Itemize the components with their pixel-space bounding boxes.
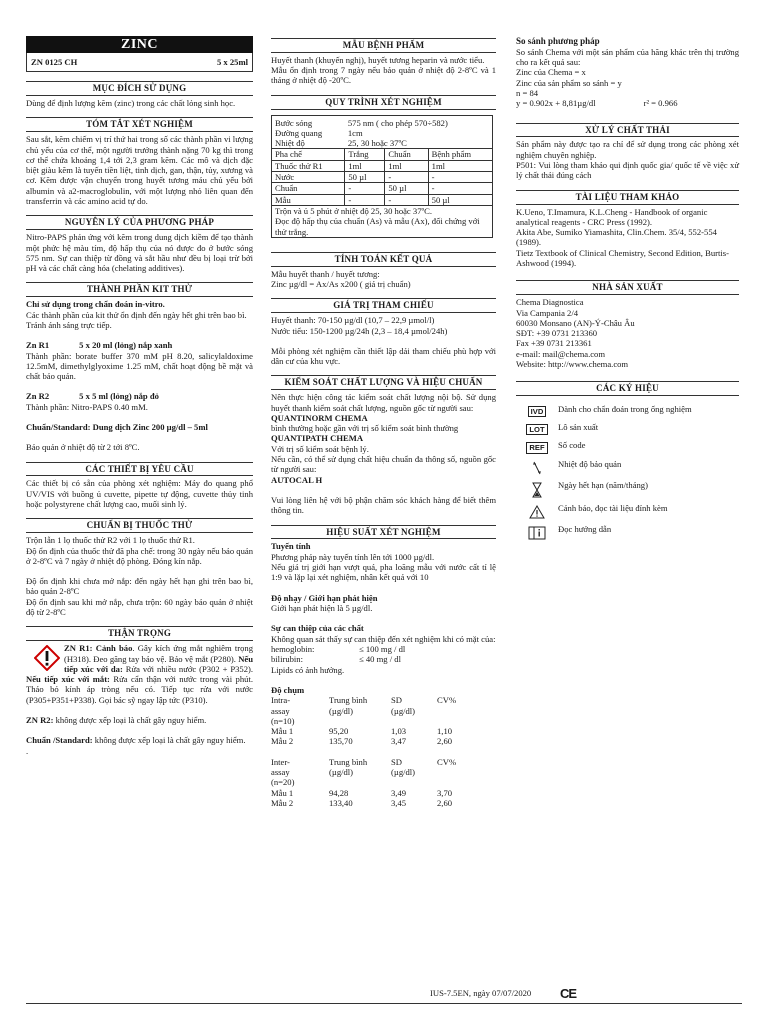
lot-icon: LOT <box>526 424 547 435</box>
section-heading-tom-tat: TÓM TẮT XÉT NGHIỆM <box>26 117 253 132</box>
chuan-bi-text-4: Độ ổn định sau khi mở nắp, chưa trộn: 60 ngày bảo quản ở nhiệt độ từ 2-8ºC <box>26 596 253 618</box>
section-heading-tai-lieu: TÀI LIỆU THAM KHẢO <box>516 190 739 205</box>
r1-composition: Thành phần: borate buffer 370 mM pH 8.20, salicylaldoxime 12.5mM, dimethylglyoxime 1.25 mM, chất hoạt động bề mặt và chất bảo quản. <box>26 350 253 382</box>
product-code: ZN 0125 CH <box>31 57 78 67</box>
r1-hazard-block: ZN R1: Cảnh báo. Gây kích ứng mắt nghiêm trọng (H318). Đeo găng tay bảo vệ. Bảo vệ mắt (P280). Nếu tiếp xúc với da: Rửa với nhiều nước (P302 + P352). Nếu tiếp xúc với mắt: Rửa cẩn thận với nước trong vài phút. Tháo bỏ kính áp tròng nếu có. Tiếp tục rửa với nước (P305+P351+P338). Gọi bác sỹ ngay lập tức (P310). <box>26 643 253 705</box>
ce-mark-icon: CE <box>560 986 577 1001</box>
tuyen-tinh-text-2: Nếu giá trị giới hạn vượt quá, pha loãng mẫu với nước cất tỉ lệ 1:9 và lặp lại xét nghiệm, nhân kết quả với 10 <box>271 562 496 583</box>
can-thiep-text: Không quan sát thấy sự can thiệp đến xét nghiệm khi có mặt của: <box>271 633 496 644</box>
tuyen-tinh-heading: Tuyến tính <box>271 541 311 552</box>
gia-tri-urine: Nước tiểu: 150-1200 µg/24h (2,3 – 18,4 µmol/24h) <box>271 325 448 336</box>
column-left <box>26 36 253 756</box>
table-row: Mẫu 1 94,28 3,49 3,70 <box>271 787 453 798</box>
procedure-grid-row: Chuẩn - 50 µl - <box>272 183 493 194</box>
symbol-row: Cảnh báo, đọc tài liệu đính kèm <box>516 503 739 519</box>
trailing-dot: . <box>26 745 29 756</box>
can-thiep-heading: Sự can thiệp của các chất <box>271 623 364 634</box>
chuan-bi-text-1: Trộn lẫn 1 lọ thuốc thử R2 với 1 lọ thuốc thử R1. <box>26 535 195 546</box>
procedure-grid-row: Mẫu - - 50 µl <box>272 194 493 205</box>
quantinorm-desc: bình thường hoặc gần với trị số kiểm soát bình thường <box>271 423 459 434</box>
xu-ly-text-1: Sản phẩm này được tạo ra chỉ để sử dụng trong các phòng xét nghiệm chuyên nghiệp. <box>516 139 739 160</box>
symbol-row: REF Số code <box>516 440 739 453</box>
section-heading-thiet-bi: CÁC THIẾT BỊ YÊU CẦU <box>26 462 253 477</box>
gia-tri-note: Mỗi phòng xét nghiệm cần thiết lập dải tham chiếu phù hợp với dân cư của khu vực. <box>271 345 496 367</box>
chuan-bi-text-2: Độ ổn định của thuốc thử đã pha chế: trong 30 ngày nếu bảo quản ở 2-8ºC và 7 ngày ở nhiệt độ phòng. Đóng kín nắp. <box>26 545 253 566</box>
tuyen-tinh-text-1: Phương pháp này tuyến tính lên tới 1000 µg/dl. <box>271 551 435 562</box>
manufacturer-website: Website: http://www.chema.com <box>516 359 629 370</box>
symbol-row: Đọc hướng dẫn <box>516 524 739 540</box>
hourglass-icon <box>530 482 544 498</box>
table-row: Mẫu 2 133,40 3,45 2,60 <box>271 798 453 809</box>
mau-text-1: Huyết thanh (khuyến nghị), huyết tương heparin và nước tiểu. <box>271 54 485 65</box>
inter-assay-table: Inter- Trung bình SD CV% assay (µg/dl) (µg/dl) (n=20) Mẫu 1 94,28 3,49 3,70 Mẫu 2 133,40 3,45 2,60 <box>271 756 457 809</box>
column-middle <box>271 36 496 808</box>
so-sanh-regression: y = 0.902x + 8,81µg/dl r² = 0.966 <box>516 98 678 109</box>
so-sanh-text-4: n = 84 <box>516 88 539 99</box>
muc-dich-text: Dùng để định lượng kẽm (zinc) trong các chất lỏng sinh học. <box>26 98 236 109</box>
procedure-note-1: Trộn và ủ 5 phút ở nhiệt độ 25, 30 hoặc 37ºC. <box>275 206 433 217</box>
procedure-grid-row: Nước 50 µl - - <box>272 172 493 183</box>
tinh-toan-text-2: Zinc µg/dl = Ax/As x200 ( giá trị chuẩn) <box>271 279 411 290</box>
section-heading-than-trong: THẬN TRỌNG <box>26 626 253 641</box>
tom-tat-text: Sau sắt, kẽm chiếm vị trí thứ hai trong số các thành phần vi lượng chủ yếu của cơ thể, một người trưởng thành nặng 70 kg thì trong cơ thể chứa khoảng 1,4 tới 2,3 gram kẽm. Các mô và dịch đặc biệt giàu kẽm là tuyến tiền liệt, tinh dịch, gan, thận, tủy, xương và cơ. Kẽm được vận chuyển trong huyết tương máu chủ yếu bởi albumin và a2-macroglobulin, với một lượng nhỏ liên quan đến transferrin và các amino acid tự do. <box>26 134 253 207</box>
standard-hazard: Chuẩn /Standard: không được xếp loại là chất gây nguy hiểm. <box>26 735 246 746</box>
section-heading-thanh-phan: THÀNH PHẦN KIT THỬ <box>26 282 253 297</box>
manufacturer-line: Via Campania 2/4 <box>516 307 579 318</box>
calibrator-text: Nếu cần, có thể sử dụng chất hiệu chuẩn đa thông số, nguồn gốc từ người sau: <box>271 454 496 475</box>
document-footer: IUS-7.5EN, ngày 07/07/2020 <box>430 988 532 998</box>
gia-tri-serum: Huyết thanh: 70-150 µg/dl (10,7 – 22,9 µmol/l) <box>271 315 435 326</box>
section-heading-muc-dich: MỤC ĐÍCH SỬ DỤNG <box>26 81 253 96</box>
section-heading-quy-trinh: QUY TRÌNH XÉT NGHIỆM <box>271 95 496 110</box>
chuan-bi-text-3: Độ ổn định khi chưa mở nắp: đến ngày hết hạn ghi trên bao bì, bảo quản 2-8ºC <box>26 576 253 597</box>
product-pack: 5 x 25ml <box>216 57 248 67</box>
manufacturer-line: Fax +39 0731 213361 <box>516 338 592 349</box>
manufacturer-line: 60030 Monsano (AN)-Ý-Châu Âu <box>516 317 635 328</box>
standard-heading: Chuẩn/Standard: Dung dịch Zinc 200 µg/dl – 5ml <box>26 422 208 433</box>
so-sanh-heading: So sánh phương pháp <box>516 36 600 46</box>
nguyen-ly-text: Nitro-PAPS phản ứng với kẽm trong dung dịch kiềm để tạo thành một phức hệ màu tím, độ hấp thụ của nó được đo ở bước sóng 575 nm. Sự can thiệp từ đồng và sắt hầu như đều bị loại trừ bởi pH và các chất càng hóa (chelating additives). <box>26 232 253 274</box>
lipid-note: Lipids có ảnh hưởng. <box>271 664 345 675</box>
symbol-row: IVD Dành cho chẩn đoán trong ống nghiệm <box>516 404 739 417</box>
reference-item: K.Ueno, T.Imamura, K.L.Cheng - Handbook of organic analytical reagents - CRC Press (1992). <box>516 206 708 227</box>
reference-item: Akita Abe, Sumiko Yiamashita, Clin.Chem. 35/4, 552-554 (1989). <box>516 227 717 248</box>
ivd-note: Chỉ sử dụng trong chẩn đoán in-vitro. <box>26 299 165 310</box>
r2-composition: Thành phần: Nitro-PAPS 0.40 mM. <box>26 401 148 412</box>
ivd-icon: IVD <box>528 406 547 417</box>
symbol-row: Ngày hết hạn (năm/tháng) <box>516 480 739 498</box>
quantipath: QUANTIPATH CHEMA <box>271 433 364 444</box>
section-heading-nguyen-ly: NGUYÊN LÝ CỦA PHƯƠNG PHÁP <box>26 215 253 230</box>
section-heading-nha-sx: NHÀ SẢN XUẤT <box>516 280 739 295</box>
section-heading-xu-ly: XỬ LÝ CHẤT THẢI <box>516 123 739 138</box>
kiem-soat-text-1: Nên thực hiện công tác kiểm soát chất lượng nội bộ. Sử dụng huyết thanh kiểm soát chất lượng, nguồn gốc từ người sau: <box>271 392 496 413</box>
intra-assay-table: Intra- Trung bình SD CV% assay (µg/dl) (µg/dl) (n=10) Mẫu 1 95,20 1,03 1,10 Mẫu 2 135,70 3,47 2,60 <box>271 695 457 747</box>
footer-rule <box>26 1003 742 1004</box>
warning-icon <box>529 505 545 519</box>
symbol-row: Nhiệt độ bảo quản <box>516 459 739 475</box>
do-nhay-text: Giới hạn phát hiện là 5 µg/dl. <box>271 603 373 614</box>
tinh-toan-text-1: Mẫu huyết thanh / huyết tương: <box>271 268 380 279</box>
table-row: Mẫu 1 95,20 1,03 1,10 <box>271 726 453 737</box>
do-nhay-heading: Độ nhạy / Giới hạn phát hiện <box>271 592 378 603</box>
corrosive-hazard-icon <box>34 645 60 671</box>
xu-ly-text-2: P501: Vui lòng tham khảo qui định quốc gia/ quốc tế về việc xử lý chất thải đúng cách <box>516 160 739 181</box>
mau-text-2: Mẫu ổn định trong 7 ngày nếu bảo quản ở nhiệt độ 2-8ºC và 1 tháng ở nhiệt độ -20ºC. <box>271 65 496 86</box>
section-heading-ky-hieu: CÁC KÝ HIỆU <box>516 381 739 396</box>
manufacturer-line: Chema Diagnostica <box>516 297 584 308</box>
product-code-row <box>26 53 253 72</box>
temperature-icon <box>530 461 544 475</box>
section-heading-tinh-toan: TÍNH TOÁN KẾT QUẢ <box>271 252 496 267</box>
product-title: ZINC <box>26 36 253 53</box>
manufacturer-email: e-mail: mail@chema.com <box>516 348 606 359</box>
standard-storage: Bảo quản ở nhiệt độ từ 2 tới 8ºC. <box>26 442 140 453</box>
quantipath-desc: Với trị số kiểm soát bệnh lý. <box>271 443 369 454</box>
contact-text: Vui lòng liên hệ với bộ phận chăm sóc khách hàng để biết thêm thông tin. <box>271 495 496 516</box>
r1-heading: Zn R1 5 x 20 ml (lỏng) nắp xanh <box>26 340 173 351</box>
so-sanh-text-2: Zinc của Chema = x <box>516 67 586 78</box>
section-heading-hieu-suat: HIỆU SUẤT XÉT NGHIỆM <box>271 525 496 540</box>
quantinorm: QUANTINORM CHEMA <box>271 412 368 423</box>
instructions-icon <box>528 526 546 540</box>
section-heading-gia-tri: GIÁ TRỊ THAM CHIẾU <box>271 298 496 313</box>
autocal: AUTOCAL H <box>271 474 323 485</box>
r2-hazard: ZN R2: không được xếp loại là chất gây nguy hiểm. <box>26 715 207 726</box>
r2-heading: Zn R2 5 x 5 ml (lỏng) nắp đỏ <box>26 391 159 402</box>
reference-item: Tietz Textbook of Clinical Chemistry, Second Edition, Burtis-Ashwood (1994). <box>516 247 729 269</box>
procedure-grid-row: Thuốc thử R1 1ml 1ml 1ml <box>272 160 493 171</box>
light-note: Tránh ánh sáng trực tiếp. <box>26 319 112 330</box>
so-sanh-text-1: So sánh Chema với một sản phẩm của hãng khác trên thị trường cho ra kết quả sau: <box>516 46 739 68</box>
kit-stability-note: Các thành phần của kit thử ổn định đến ngày hết ghi trên bao bì. <box>26 309 247 320</box>
section-heading-kiem-soat: KIỂM SOÁT CHẤT LƯỢNG VÀ HIỆU CHUẨN <box>271 375 496 390</box>
column-right <box>516 36 739 545</box>
procedure-note-2: Đọc độ hấp thụ của chuẩn (As) và mẫu (Ax), đối chứng với thử trắng. <box>275 216 480 237</box>
manufacturer-line: SĐT: +39 0731 213360 <box>516 328 598 339</box>
procedure-grid-head: Pha chế Trắng Chuẩn Bệnh phẩm <box>272 149 493 160</box>
section-heading-mau: MẪU BỆNH PHẨM <box>271 38 496 53</box>
do-chum-heading: Độ chụm <box>271 684 305 695</box>
interference-table: hemoglobin: ≤ 100 mg / dl bilirubin: ≤ 40 mg / dl <box>271 643 406 665</box>
so-sanh-text-3: Zinc của sản phẩm so sánh = y <box>516 77 622 88</box>
section-heading-chuan-bi: CHUẨN BỊ THUỐC THỬ <box>26 518 253 533</box>
thiet-bi-text: Các thiết bị có sẵn của phòng xét nghiệm: Máy đo quang phổ UV/VIS với buồng ủ cuvette, pipette tự động, cuvette thủy tinh hoặc polystyrene chất lượng cao, muối sinh lý. <box>26 478 253 510</box>
symbol-row: LOT Lô sản xuất <box>516 422 739 435</box>
procedure-table: Bước sóng 575 nm ( cho phép 570÷582) Đường quang 1cm Nhiệt độ 25, 30 hoặc 37ºC Pha chế Trắng Chuẩn Bệnh phẩm Thuốc thử R1 1ml 1ml 1ml Nước 50 µl - - Chuẩn - 50 µl - Mẫu - - 50 µl Trộn và ủ 5 phút ở nhiệt độ 25, 30 hoặc 37ºC. Đọc độ hấp thụ của chuẩn (As) và mẫu (Ax), đối chứng với thử trắng. <box>271 115 493 238</box>
ref-icon: REF <box>526 442 547 453</box>
table-row: Mẫu 2 135,70 3,47 2,60 <box>271 736 453 747</box>
